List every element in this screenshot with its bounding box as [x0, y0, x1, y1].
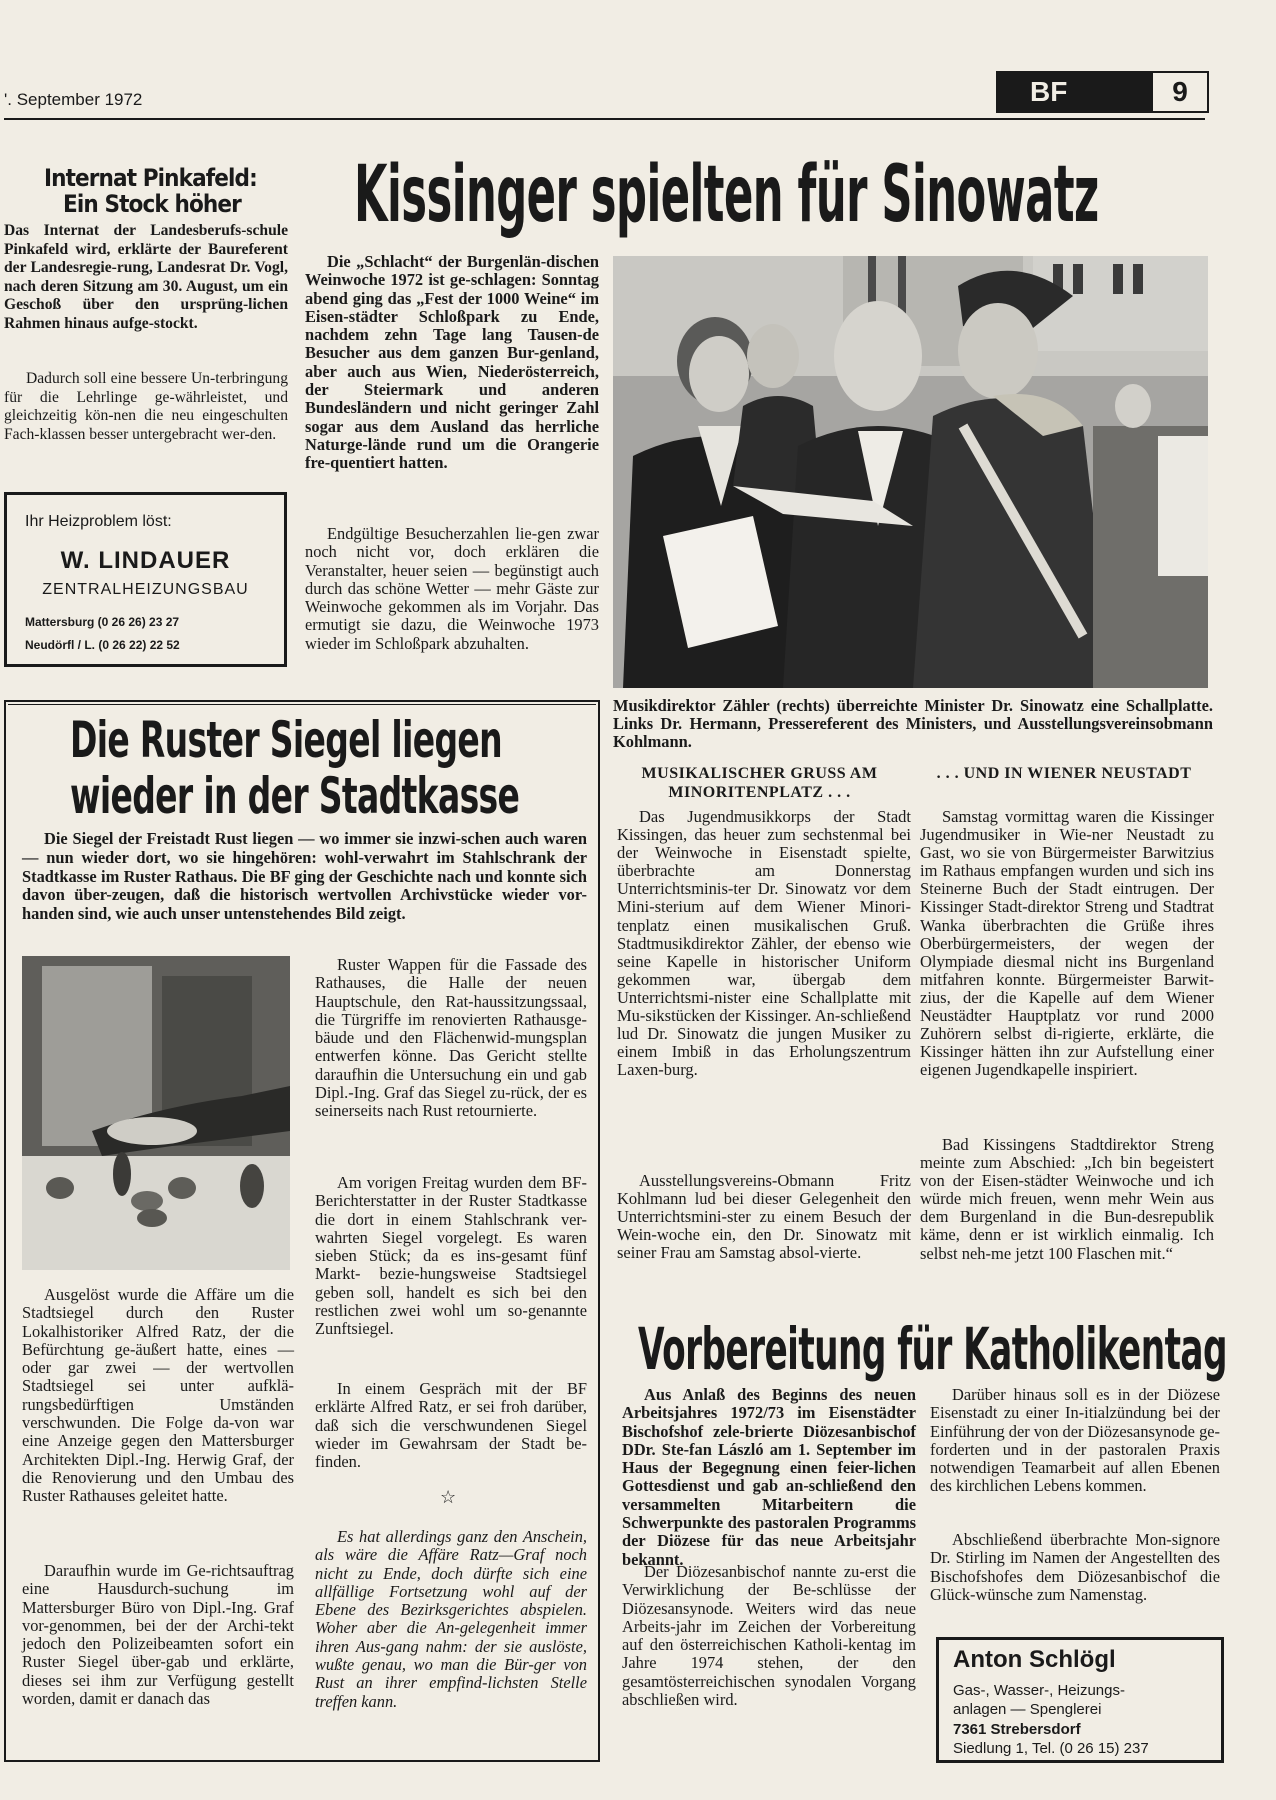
rust-seals-photo-image	[22, 956, 290, 1270]
katholikentag-paragraph-2: Der Diözesanbischof nannte zu-erst die Verwirklichung der Be-schlüsse der Diözesansynode. Weiters wird das neue Arbeits-jahr im Zeichen der Vorbereitung auf den österreichischen Katholi-kentag im Jahre 1974 stehen, der den gesamtösterreichischen synodalen Vorgang abschließen wird.	[622, 1562, 916, 1710]
rust-box-inner-rule	[8, 704, 596, 705]
kissinger-paragraph-2: Endgültige Besucherzahlen lie-gen zwar noch nicht vor, doch erklären die Veranstalter, heuer seien — begünstigt auch durch das schöne Wetter — mehr Gäste zur Weinwoche gekommen als im Vorjahr. Das ermutigt sie dazu, die Weinwoche 1973 wieder im Schloßpark abzuhalten.	[305, 524, 599, 653]
katholikentag-headline: Vorbereitung für Katholikentag	[638, 1315, 1227, 1383]
schloegl-ad	[936, 1637, 1224, 1763]
sub2-paragraph-2: Bad Kissingens Stadtdirektor Streng meinte zum Abschied: „Ich bin begeistert von der Eisen-städter Weinwoche und ich würde mich freuen, wenn mehr Wein aus dem Burgenland in die Bun-desrepublik käme, denn er ist wirklich einmalig. Ich selbst neh-me jetzt 100 Flaschen mit.“	[920, 1135, 1214, 1263]
schloegl-name: Anton Schlögl	[953, 1646, 1116, 1673]
kissinger-photo	[613, 256, 1208, 688]
rust-headline: Die Ruster Siegel liegen wieder in der Stadtkasse	[70, 711, 520, 825]
rust-separator-star: ☆	[440, 1487, 457, 1507]
sub2-paragraph-1: Samstag vormittag waren die Kissinger Jugendmusiker in Wie-ner Neustadt zu Gast, wo sie von Bürgermeister Barwitzius im Rathaus empfangen wurden und sich ins Steinerne Buch der Stadt eintrugen. Der Kissinger Stadt-direktor Streng und Stadtrat Wanka überbrachten die Grüße ihres Oberbürgermeisters, der wegen der Olympiade diesmal nicht ins Burgenland mitfahren konnte. Bürgermeister Barwit-zius, der die Kapelle auf dem Wiener Neustädter Hauptplatz vor rund 2000 Zuhörern selbst di-rigierte, erklärte, die Kissinger hätten ihn zur Aufstellung einer eigenen Jugendkapelle inspiriert.	[920, 807, 1214, 1080]
lindauer-phone-1: Mattersburg (0 26 26) 23 27	[25, 615, 180, 629]
sub1-paragraph-1: Das Jugendmusikkorps der Stadt Kissingen, das heuer zum sechstenmal bei der Weinwoche in Eisenstadt spielte, überbrachte am Donnerstag Unterrichtsminis-ter Dr. Sinowatz vor dem Mini-sterium auf dem Wiener Minori-tenplatz einen musikalischen Gruß. Stadtmusikdirektor Zähler, der ebenso wie seine Kapelle in historischer Uniform gekommen war, übergab dem Unterrichtsmi-nister eine Schallplatte mit Mu-sikstücken der Kissinger. An-schließend lud Dr. Sinowatz die jungen Musiker zu einem Imbiß in das Erholungszentrum Laxen-burg.	[617, 807, 911, 1080]
page-number: 9	[1172, 76, 1188, 107]
kissinger-photo-image	[613, 256, 1208, 688]
pinkafeld-paragraph-2: Dadurch soll eine bessere Un-terbringung für die Lehrlinge ge-währleistet, und gleichzeitig kön-nen die neu eingeschulten Fach-klassen besser untergebracht wer-den.	[4, 370, 288, 443]
rust-col2-italic-commentary: Es hat allerdings ganz den Anschein, als wäre die Affäre Ratz—Graf noch nicht zu Ende, doch dürfte sich eine allfällige Fortsetzung wohl auf der Ebene des Bezirksgerichtes abspielen. Woher aber die An-gelegenheit immer ihren Aus-gang nahm: der sie auslöste, wußte genau, wo man die Bür-ger von Rust an ihrer empfind-lichsten Stelle treffen kann.	[315, 1527, 587, 1711]
header-rule	[4, 118, 1205, 120]
rust-col2-paragraph-3: In einem Gespräch mit der BF erklärte Alfred Ratz, er sei froh darüber, daß sich die verschwundenen Siegel wieder im Gewahrsam der Stadt be-finden.	[315, 1379, 587, 1472]
katholikentag-lead: Aus Anlaß des Beginns des neuen Arbeitsjahres 1972/73 im Eisenstädter Bischofshof zele-brierte Diözesanbischof DDr. Ste-fan László am 1. September im Haus der Begegnung einen feier-lichen Gottesdienst und gab an-schließend den versammelten Mitarbeitern die Schwerpunkte des pastoralen Programms der Diözese für das neue Arbeitsjahr bekannt.	[622, 1385, 916, 1569]
lindauer-ad	[4, 492, 287, 667]
kissinger-headline: Kissinger spielten für Sinowatz	[354, 150, 1099, 240]
rust-lead: Die Siegel der Freistadt Rust liegen — wo immer sie inzwi-schen auch waren — nun wieder dort, wo sie hingehören: wohl-verwahrt im Stahlschrank der Stadtkasse im Ruster Rathaus. Die BF ging der Geschichte nach und konnte sich davon über-zeugen, daß die historisch wertvollen Archivstücke wieder vor-handen sind, wie auch unser untenstehendes Bild zeigt.	[22, 829, 587, 924]
sub1-title: MUSIKALISCHER GRUSS AM MINORITENPLATZ . . .	[641, 765, 878, 801]
pinkafeld-headline: Internat Pinkafeld: Ein Stock höher	[43, 164, 257, 218]
rust-col1-paragraph-1: Ausgelöst wurde die Affäre um die Stadtsiegel durch den Ruster Lokalhistoriker Alfred Ratz, der die Befürchtung ge-äußert hatte, eines — oder gar zwei — der wertvollen Stadtsiegel sei unter aufklä-rungsbedürftigen Umständen verschwunden. Die Folge da-von war eine Anzeige gegen den Mattersburger Architekten Dipl.-Ing. Herwig Graf, der die Renovierung und den Umbau des Ruster Rathauses geleitet hatte.	[22, 1285, 294, 1506]
schloegl-line-4: Siedlung 1, Tel. (0 26 15) 237	[953, 1740, 1149, 1757]
pinkafeld-paragraph-1: Das Internat der Landesberufs-schule Pinkafeld wird, erklärte der Baureferent der Landesregie-rung, Landesrat Dr. Vogl, nach deren Sitzung am 30. August, um ein Geschoß über den ursprüng-lichen Rahmen hinaus aufge-stockt.	[4, 222, 288, 332]
kissinger-photo-caption: Musikdirektor Zähler (rechts) überreichte Minister Dr. Sinowatz eine Schallplatte. Links Dr. Hermann, Pressereferent des Ministers, und Ausstellungsvereinsobmann Kohlmann.	[613, 696, 1213, 751]
sub2-title: . . . UND IN WIENER NEUSTADT	[936, 765, 1192, 782]
schloegl-line-2: anlagen — Spenglerei	[953, 1701, 1102, 1718]
rust-col2-paragraph-1: Ruster Wappen für die Fassade des Rathauses, die Halle der neuen Hauptschule, den Rat-haussitzungssaal, die Türgriffe im renovierten Rathausge-bäude und den Flächenwid-mungsplan entwerfen könne. Das Gericht stellte daraufhin die Untersuchung ein und gab Dipl.-Ing. Graf das Siegel zu-rück, der es seinerseits nach Rust retournierte.	[315, 955, 587, 1121]
paper-logo: BF	[998, 73, 1153, 111]
katholikentag-col2-paragraph-1: Darüber hinaus soll es in der Diözese Eisenstadt zu einer In-itialzündung bei der Einführung der von der Diözesansynode ge-forderten und in der pastoralen Praxis notwendigen Teamarbeit auf allen Ebenen des kirchlichen Lebens kommen.	[930, 1385, 1220, 1496]
sub1-paragraph-2: Ausstellungsvereins-Obmann Fritz Kohlmann lud bei dieser Gelegenheit den Unterrichtsmini-ster zu einem Besuch der Wein-woche ein, den Dr. Sinowatz mit seiner Frau am Samstag absol-vierte.	[617, 1171, 911, 1263]
schloegl-line-1: Gas-, Wasser-, Heizungs-	[953, 1682, 1125, 1699]
schloegl-line-3: 7361 Strebersdorf	[953, 1721, 1081, 1738]
lindauer-business: ZENTRALHEIZUNGSBAU	[42, 581, 249, 598]
issue-date: '. September 1972	[4, 90, 143, 109]
lindauer-phone-2: Neudörfl / L. (0 26 22) 22 52	[25, 638, 180, 652]
katholikentag-col2-paragraph-2: Abschließend überbrachte Mon-signore Dr. Stirling im Namen der Angestellten des Bischofshofes dem Diözesanbischof die Glück-wünsche zum Namenstag.	[930, 1530, 1220, 1604]
masthead-box	[996, 71, 1209, 113]
rust-col1-paragraph-2: Daraufhin wurde im Ge-richtsauftrag eine Hausdurch-suchung im Mattersburger Büro von Dipl.-Ing. Graf vor-genommen, bei der der Archi-tekt jedoch den Polizeibeamten sofort ein Ruster Siegel über-gab und erklärte, dieses sei ihm zur Verfügung gestellt worden, damit er danach das	[22, 1561, 294, 1709]
rust-col2-paragraph-2: Am vorigen Freitag wurden dem BF-Berichterstatter in der Ruster Stadtkasse die dort in einem Stahlschrank ver-wahrten Siegel vorgelegt. Es waren sieben Stück; da es ins-gesamt fünf Markt- bezie-hungsweise Stadtsiegel geben soll, handelt es sich bei den restlichen zwei wohl um so-genannte Zunftsiegel.	[315, 1173, 587, 1339]
lindauer-name: W. LINDAUER	[60, 547, 231, 574]
kissinger-lead: Die „Schlacht“ der Burgenlän-dischen Weinwoche 1972 ist ge-schlagen: Sonntag abend ging das „Fest der 1000 Weine“ im Eisen-städter Schloßpark zu Ende, nachdem zehn Tage lang Tausen-de Besucher aus dem ganzen Bur-genland, aber auch aus Wien, Niederösterreich, der Steiermark und anderen Bundesländern und nicht geringer Zahl sogar aus dem Ausland das herrliche Naturge-lände rund um die Orangerie fre-quentiert hatten.	[305, 252, 599, 473]
rust-seals-photo	[22, 956, 290, 1270]
lindauer-tagline: Ihr Heizproblem löst:	[25, 513, 172, 530]
